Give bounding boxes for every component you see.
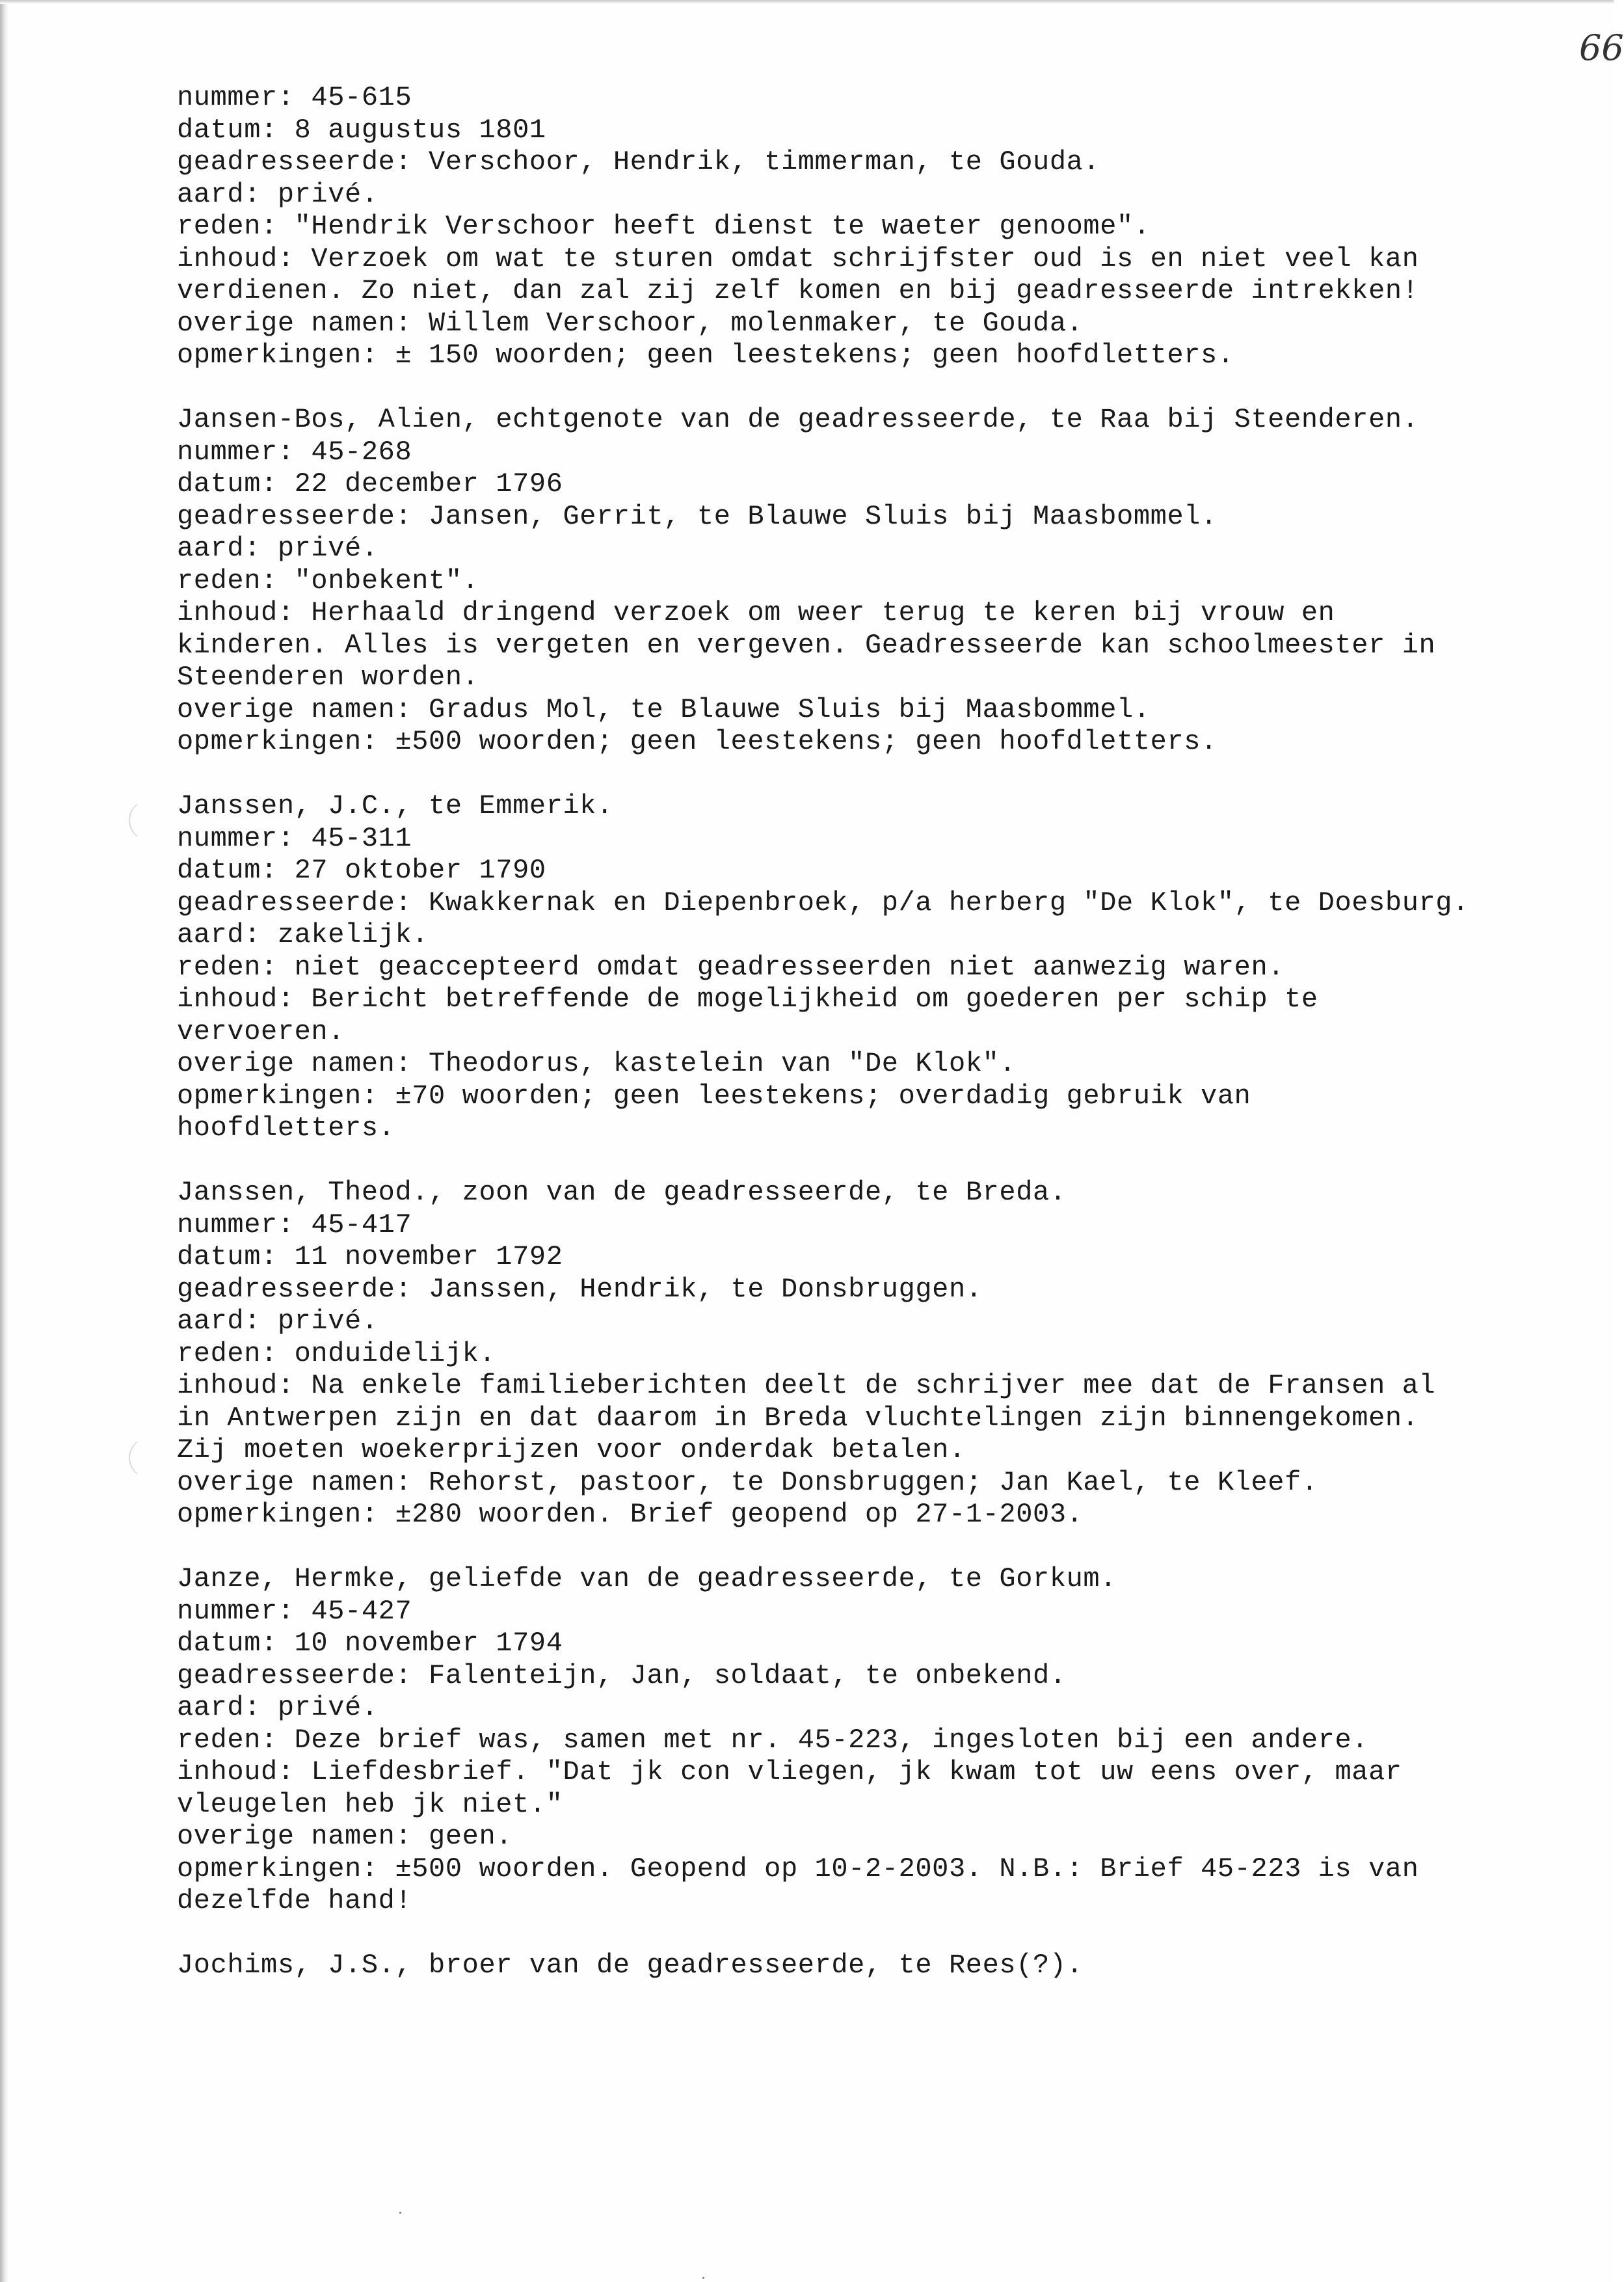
entry-line: Jansen-Bos, Alien, echtgenote van de geadresseerde, te Raa bij Steenderen. [177, 404, 1419, 435]
scan-speck [702, 2277, 704, 2279]
entry-line: aard: privé. [177, 178, 379, 210]
entry-line: inhoud: Na enkele familieberichten deelt de schrijver mee dat de Fransen al in Antwerpen zijn en dat daarom in Breda vluchtelingen zijn binnengekomen. Zij moeten woekerprijzen voor onderdak betalen. [177, 1370, 1453, 1466]
entry-line: Janze, Hermke, geliefde van de geadresseerde, te Gorkum. [177, 1563, 1117, 1594]
entry-line: aard: privé. [177, 1692, 379, 1723]
entry-line: overige namen: Theodorus, kastelein van "De Klok". [177, 1048, 1017, 1079]
entry-line: geadresseerde: Kwakkernak en Diepenbroek, p/a herberg "De Klok", te Doesburg. [177, 887, 1469, 919]
scan-left-edge [0, 0, 9, 2282]
entry-line: opmerkingen: ±280 woorden. Brief geopend op 27-1-2003. [177, 1499, 1084, 1530]
entry-line: geadresseerde: Verschoor, Hendrik, timmerman, te Gouda. [177, 146, 1100, 178]
entry-line: geadresseerde: Janssen, Hendrik, te Donsbruggen. [177, 1273, 983, 1305]
scan-top-edge [0, 0, 1614, 4]
entry-line: reden: onduidelijk. [177, 1337, 496, 1369]
punch-hole-mark [129, 1438, 169, 1478]
entry-line: datum: 11 november 1792 [177, 1241, 563, 1272]
entry-line: reden: "onbekent". [177, 565, 479, 597]
punch-hole-mark [129, 800, 169, 840]
entry-line: opmerkingen: ±500 woorden. Geopend op 10-2-2003. N.B.: Brief 45-223 is van dezelfde hand! [177, 1853, 1436, 1916]
entry-line: Janssen, Theod., zoon van de geadresseerde, te Breda. [177, 1177, 1067, 1208]
entry-line: opmerkingen: ± 150 woorden; geen leestekens; geen hoofdletters. [177, 340, 1234, 371]
entry-line: reden: "Hendrik Verschoor heeft dienst te waeter genoome". [177, 211, 1151, 242]
catalog-entry [177, 1177, 1484, 1531]
entry-line: nummer: 45-615 [177, 82, 412, 113]
entry-line: datum: 22 december 1796 [177, 468, 563, 500]
entry-line: opmerkingen: ±70 woorden; geen leestekens; overdadig gebruik van hoofdletters. [177, 1080, 1268, 1144]
entry-line: datum: 27 oktober 1790 [177, 855, 546, 886]
page-number: 66 [1579, 27, 1624, 68]
entry-line: overige namen: Rehorst, pastoor, te Donsbruggen; Jan Kael, te Kleef. [177, 1466, 1318, 1498]
entry-line: reden: Deze brief was, samen met nr. 45-223, ingesloten bij een andere. [177, 1724, 1369, 1756]
entry-line: inhoud: Verzoek om wat te sturen omdat schrijfster oud is en niet veel kan verdienen. Zo niet, dan zal zij zelf komen en bij geadresseerde intrekken! [177, 243, 1436, 306]
entry-line: overige namen: geen. [177, 1821, 513, 1852]
entry-line: overige namen: Gradus Mol, te Blauwe Sluis bij Maasbommel. [177, 693, 1151, 725]
entry-line: Janssen, J.C., te Emmerik. [177, 790, 613, 822]
catalog-entry [177, 790, 1484, 1145]
entry-line: datum: 8 augustus 1801 [177, 114, 546, 146]
catalog-entry [177, 404, 1484, 758]
entry-line: nummer: 45-311 [177, 822, 412, 854]
entry-line: nummer: 45-268 [177, 436, 412, 468]
catalog-entry [177, 1950, 1484, 1982]
entry-line: Jochims, J.S., broer van de geadresseerde, te Rees(?). [177, 1950, 1084, 1981]
entry-line: datum: 10 november 1794 [177, 1628, 563, 1659]
catalog-entries [177, 82, 1484, 2014]
entry-line: aard: privé. [177, 1306, 379, 1337]
entry-line: inhoud: Herhaald dringend verzoek om weer terug te keren bij vrouw en kinderen. Alles is vergeten en vergeven. Geadresseerde kan schoolmeester in Steenderen worden. [177, 597, 1453, 693]
scan-speck [399, 2212, 401, 2214]
entry-line: overige namen: Willem Verschoor, molenmaker, te Gouda. [177, 307, 1084, 339]
entry-line: nummer: 45-417 [177, 1209, 412, 1241]
entry-line: opmerkingen: ±500 woorden; geen leestekens; geen hoofdletters. [177, 726, 1218, 757]
entry-line: aard: privé. [177, 533, 379, 564]
catalog-entry [177, 1563, 1484, 1918]
entry-line: reden: niet geaccepteerd omdat geadresseerden niet aanwezig waren. [177, 951, 1285, 983]
entry-line: nummer: 45-427 [177, 1595, 412, 1627]
entry-line: aard: zakelijk. [177, 919, 429, 950]
entry-line: geadresseerde: Falenteijn, Jan, soldaat, te onbekend. [177, 1659, 1067, 1691]
entry-line: inhoud: Liefdesbrief. "Dat jk con vliegen, jk kwam tot uw eens over, maar vleugelen heb jk niet." [177, 1756, 1419, 1820]
catalog-entry [177, 82, 1484, 372]
entry-line: geadresseerde: Jansen, Gerrit, te Blauwe Sluis bij Maasbommel. [177, 500, 1218, 532]
entry-line: inhoud: Bericht betreffende de mogelijkheid om goederen per schip te vervoeren. [177, 984, 1335, 1047]
